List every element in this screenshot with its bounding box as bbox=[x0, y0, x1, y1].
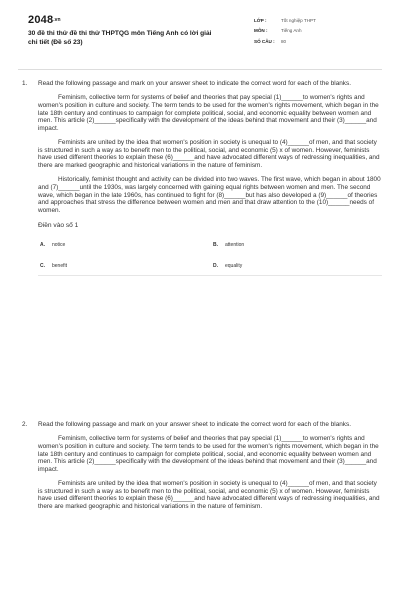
meta-value: Tốt nghiệp THPT bbox=[281, 18, 316, 23]
meta-value: Tiếng Anh bbox=[281, 28, 302, 34]
document-meta bbox=[254, 16, 316, 47]
fill-in-label: Điền vào số 1 bbox=[38, 221, 79, 229]
meta-label: SỐ CÂU : bbox=[254, 38, 275, 44]
question-number: 1. bbox=[22, 80, 28, 87]
question-instruction: Read the following passage and mark on your answer sheet to indicate the correct word for each of the blanks. bbox=[38, 421, 351, 428]
document-title: 30 đề thi thử đề thi thử THPTQG môn Tiếng Anh có lời giải chi tiết (Đề số 23) bbox=[28, 30, 212, 46]
passage-paragraph: Feminists are united by the idea that women's position in society is unequal to (4)______of men, and that society is structured in such a way as to benefit men to the political, social, and economic (5) x of women. However, feminists have used different theories to explain these (6)______and have advocated different ways of redressing inequalities, and there are marked geographic and historical variations in the nature of feminism. bbox=[38, 139, 380, 169]
reading-passage bbox=[38, 94, 382, 214]
header-divider bbox=[18, 69, 382, 70]
logo-suffix: .vn bbox=[53, 17, 61, 24]
meta-row-question-count bbox=[254, 37, 316, 47]
option-text: attention bbox=[225, 242, 245, 249]
option-b[interactable] bbox=[213, 242, 244, 250]
reading-passage bbox=[38, 435, 382, 510]
question-2 bbox=[22, 421, 382, 511]
page-header bbox=[0, 0, 400, 68]
option-text: equality bbox=[225, 263, 243, 270]
meta-label: LỚP : bbox=[254, 18, 267, 23]
question-header bbox=[22, 80, 382, 88]
meta-row-subject bbox=[254, 26, 316, 36]
logo-text: 2048 bbox=[28, 14, 54, 26]
question-1 bbox=[22, 80, 382, 277]
option-letter: B. bbox=[213, 242, 218, 249]
option-letter: D. bbox=[213, 263, 218, 270]
passage-paragraph: Feminism, collective term for systems of belief and theories that pay special (1)______to women's rights and women's position in culture and society. The term tends to be used for the women's rights movement, which began in the late 18th century and continues to campaign for complete political, social, and economic equality between women and men. This article (2)______specifically with the development of the ideas behind that movement and their (3)______and impact. bbox=[38, 94, 379, 132]
option-text: notice bbox=[52, 242, 66, 249]
question-number: 2. bbox=[22, 421, 28, 428]
passage-paragraph: Historically, feminist thought and activity can be divided into two waves. The first wave, which began in about 1800 and (7)______until the 1930s, was largely concerned with gaining equal rights between women and men. The second wave, which began in the late 1960s, has continued to fight for (8)______but has also developed a (9)______of theories and approaches that stress the difference between women and men and that draw attention to the (10)______needs of women. bbox=[38, 176, 381, 214]
answer-options bbox=[38, 229, 382, 277]
question-instruction: Read the following passage and mark on your answer sheet to indicate the correct word for each of the blanks. bbox=[38, 80, 351, 87]
meta-row-grade bbox=[254, 16, 316, 26]
option-a[interactable] bbox=[40, 242, 65, 250]
option-c[interactable] bbox=[40, 263, 67, 271]
option-d[interactable] bbox=[213, 263, 242, 271]
question-header bbox=[22, 421, 382, 429]
passage-paragraph: Feminism, collective term for systems of belief and theories that pay special (1)______to women's rights and women's position in culture and society. The term tends to be used for the women's rights movement, which began in the late 18th century and continues to campaign for complete political, social, and economic equality between women and men. This article (2)______specifically with the development of the ideas behind that movement and their (3)______and impact. bbox=[38, 435, 379, 473]
option-text: benefit bbox=[52, 263, 68, 270]
question-divider bbox=[38, 275, 382, 276]
site-logo[interactable] bbox=[28, 14, 61, 26]
meta-label: MÔN : bbox=[254, 28, 268, 34]
meta-value: 80 bbox=[281, 38, 287, 44]
option-letter: A. bbox=[40, 242, 45, 249]
option-letter: C. bbox=[40, 263, 45, 270]
passage-paragraph: Feminists are united by the idea that women's position in society is unequal to (4)______of men, and that society is structured in such a way as to benefit men to the political, social, and economic (5) x of women. However, feminists have used different theories to explain these (6)______and have advocated different ways of redressing inequalities, and there are marked geographic and historical variations in the nature of feminism. bbox=[38, 480, 380, 510]
